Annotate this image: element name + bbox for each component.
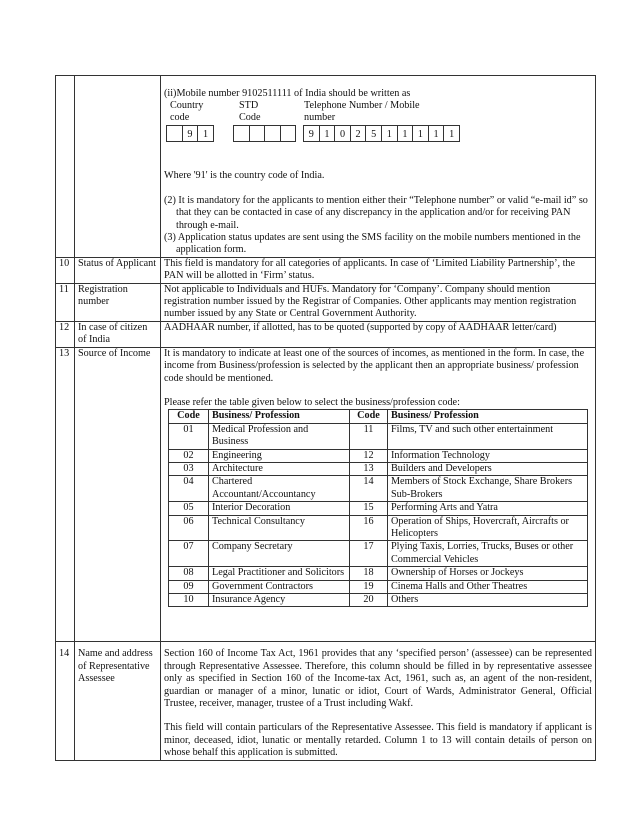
digit-cell: 9 (182, 125, 199, 142)
header-profession: Business/ Profession (388, 410, 588, 423)
mobile-intro: (ii)Mobile number 9102511111 of India should be written as (164, 88, 411, 99)
header-profession: Business/ Profession (209, 410, 350, 423)
digit-cell: 1 (319, 125, 336, 142)
profession-cell: Legal Practitioner and Solicitors (209, 567, 350, 580)
digit-cell (264, 125, 281, 142)
country-label-2: code (170, 112, 190, 124)
digit-cell (233, 125, 250, 142)
business-table-row (169, 541, 588, 567)
income-instruction: It is mandatory to indicate at least one of the sources of incomes, as mentioned in the form. In case, the income from Business/profession is selected by the applicant then an appropriate business/ profession code should be mentioned. (164, 347, 585, 384)
digit-cell (249, 125, 266, 142)
profession-cell: Insurance Agency (209, 594, 350, 607)
row-registration-number (56, 283, 596, 321)
code-cell: 04 (169, 476, 209, 502)
phone-code-grid (164, 100, 592, 160)
row-field (75, 76, 161, 258)
digit-cell: 1 (443, 125, 460, 142)
code-cell: 15 (350, 502, 388, 515)
code-cell: 07 (169, 541, 209, 567)
row-status-of-applicant (56, 257, 596, 283)
code-cell: 19 (350, 580, 388, 593)
code-cell: 13 (350, 462, 388, 475)
row-number: 14 (56, 642, 75, 760)
row-field: Status of Applicant (75, 257, 161, 283)
business-table-body (169, 423, 588, 607)
row-content: AADHAAR number, if allotted, has to be quoted (supported by copy of AADHAAR letter/card) (161, 321, 596, 347)
code-cell: 17 (350, 541, 388, 567)
business-table-row (169, 515, 588, 541)
profession-cell: Technical Consultancy (209, 515, 350, 541)
row-number: 11 (56, 283, 75, 321)
row-content (161, 642, 596, 760)
digit-cell: 1 (397, 125, 414, 142)
row-field: Name and address of Representative Assessee (75, 642, 161, 760)
row-source-of-income (56, 347, 596, 642)
digit-cell: 0 (334, 125, 351, 142)
row-representative-assessee (56, 642, 596, 760)
business-table-intro: Please refer the table given below to select the business/profession code: (164, 396, 460, 408)
code-cell: 10 (169, 594, 209, 607)
code-cell: 01 (169, 423, 209, 449)
business-table-row (169, 567, 588, 580)
profession-cell: Medical Profession and Business (209, 423, 350, 449)
header-code: Code (350, 410, 388, 423)
code-cell: 06 (169, 515, 209, 541)
note-sms-updates: (3) Application status updates are sent using the SMS facility on the mobile numbers mentioned in the application form. (164, 232, 581, 256)
instructions-table (55, 75, 596, 761)
row-content (161, 347, 596, 642)
digit-cell: 2 (350, 125, 367, 142)
business-table-row (169, 462, 588, 475)
code-cell: 14 (350, 476, 388, 502)
std-label-2: Code (239, 112, 261, 124)
representative-para-1: Section 160 of Income Tax Act, 1961 provides that any ‘specified person’ (assessee) can be represented through Representative Assessee. Therefore, this column should be filled in by representative assessee only as specified in Section 160 of the Income-tax Act, 1961, such as, an agent of the non-resident, guardian or manager of a minor, lunatic or idiot, Court of Wards, Administrator General, Official Trustee, receiver, manager, trustee of a Trust including Wakf. (164, 648, 592, 710)
row-field: Source of Income (75, 347, 161, 642)
digit-cell (280, 125, 297, 142)
profession-cell: Interior Decoration (209, 502, 350, 515)
code-cell: 16 (350, 515, 388, 541)
profession-cell: Others (388, 594, 588, 607)
note-telephone-mandatory: (2) It is mandatory for the applicants to mention either their “Telephone number” or valid “e-mail id” so that they can be contacted in case of any discrepancy in the application and/or for receiving PAN through e-mail. (164, 194, 588, 231)
row-number (56, 76, 75, 258)
business-table-row (169, 476, 588, 502)
profession-cell: Ownership of Horses or Jockeys (388, 567, 588, 580)
tel-label-1: Telephone Number / Mobile (304, 100, 420, 112)
tel-label-2: number (304, 112, 336, 124)
business-table-row (169, 449, 588, 462)
row-number: 10 (56, 257, 75, 283)
representative-para-2: This field will contain particulars of the Representative Assessee. This field is mandatory if applicant is minor, deceased, idiot, lunatic or mentally retarded. Column 1 to 13 will contain details of person on whose behalf this application is submitted. (164, 722, 592, 759)
code-cell: 11 (350, 423, 388, 449)
profession-cell: Company Secretary (209, 541, 350, 567)
code-cell: 18 (350, 567, 388, 580)
country-code-cells (167, 125, 214, 142)
business-table-header (169, 410, 588, 423)
business-code-table (168, 409, 588, 607)
row-content (161, 76, 596, 258)
business-table-row (169, 580, 588, 593)
digit-cell: 9 (303, 125, 320, 142)
row-number: 12 (56, 321, 75, 347)
profession-cell: Performing Arts and Yatra (388, 502, 588, 515)
code-cell: 03 (169, 462, 209, 475)
code-cell: 20 (350, 594, 388, 607)
row-field: Registration number (75, 283, 161, 321)
digit-cell: 1 (428, 125, 445, 142)
header-code: Code (169, 410, 209, 423)
country-label-1: Country (170, 100, 204, 112)
row-telephone (56, 76, 596, 258)
code-cell: 09 (169, 580, 209, 593)
row-content: Not applicable to Individuals and HUFs. Mandatory for ‘Company’. Company should mention registration number issued by the Registrar of Companies. Other applicants may mention registration number issued by any State or Central Government Authority. (161, 283, 596, 321)
profession-cell: Plying Taxis, Lorries, Trucks, Buses or other Commercial Vehicles (388, 541, 588, 567)
profession-cell: Operation of Ships, Hovercraft, Aircrafts or Helicopters (388, 515, 588, 541)
digit-cell: 1 (197, 125, 214, 142)
digit-cell: 1 (381, 125, 398, 142)
row-content: This field is mandatory for all categories of applicants. In case of ‘Limited Liability Partnership’, the PAN will be allotted in ‘Firm’ status. (161, 257, 596, 283)
profession-cell: Members of Stock Exchange, Share Brokers Sub-Brokers (388, 476, 588, 502)
code-cell: 12 (350, 449, 388, 462)
profession-cell: Engineering (209, 449, 350, 462)
business-table-row (169, 502, 588, 515)
country-code-note: Where '91' is the country code of India. (164, 170, 325, 182)
digit-cell: 1 (412, 125, 429, 142)
profession-cell: Architecture (209, 462, 350, 475)
std-code-cells (234, 125, 296, 142)
profession-cell: Builders and Developers (388, 462, 588, 475)
profession-cell: Government Contractors (209, 580, 350, 593)
row-citizen-of-india (56, 321, 596, 347)
digit-cell (166, 125, 183, 142)
code-cell: 08 (169, 567, 209, 580)
mobile-number-cells (304, 125, 460, 142)
business-table-row (169, 594, 588, 607)
digit-cell: 5 (365, 125, 382, 142)
profession-cell: Information Technology (388, 449, 588, 462)
profession-cell: Chartered Accountant/Accountancy (209, 476, 350, 502)
code-cell: 02 (169, 449, 209, 462)
business-table-row (169, 423, 588, 449)
row-field: In case of citizen of India (75, 321, 161, 347)
profession-cell: Films, TV and such other entertainment (388, 423, 588, 449)
row-number: 13 (56, 347, 75, 642)
code-cell: 05 (169, 502, 209, 515)
profession-cell: Cinema Halls and Other Theatres (388, 580, 588, 593)
std-label-1: STD (239, 100, 259, 112)
